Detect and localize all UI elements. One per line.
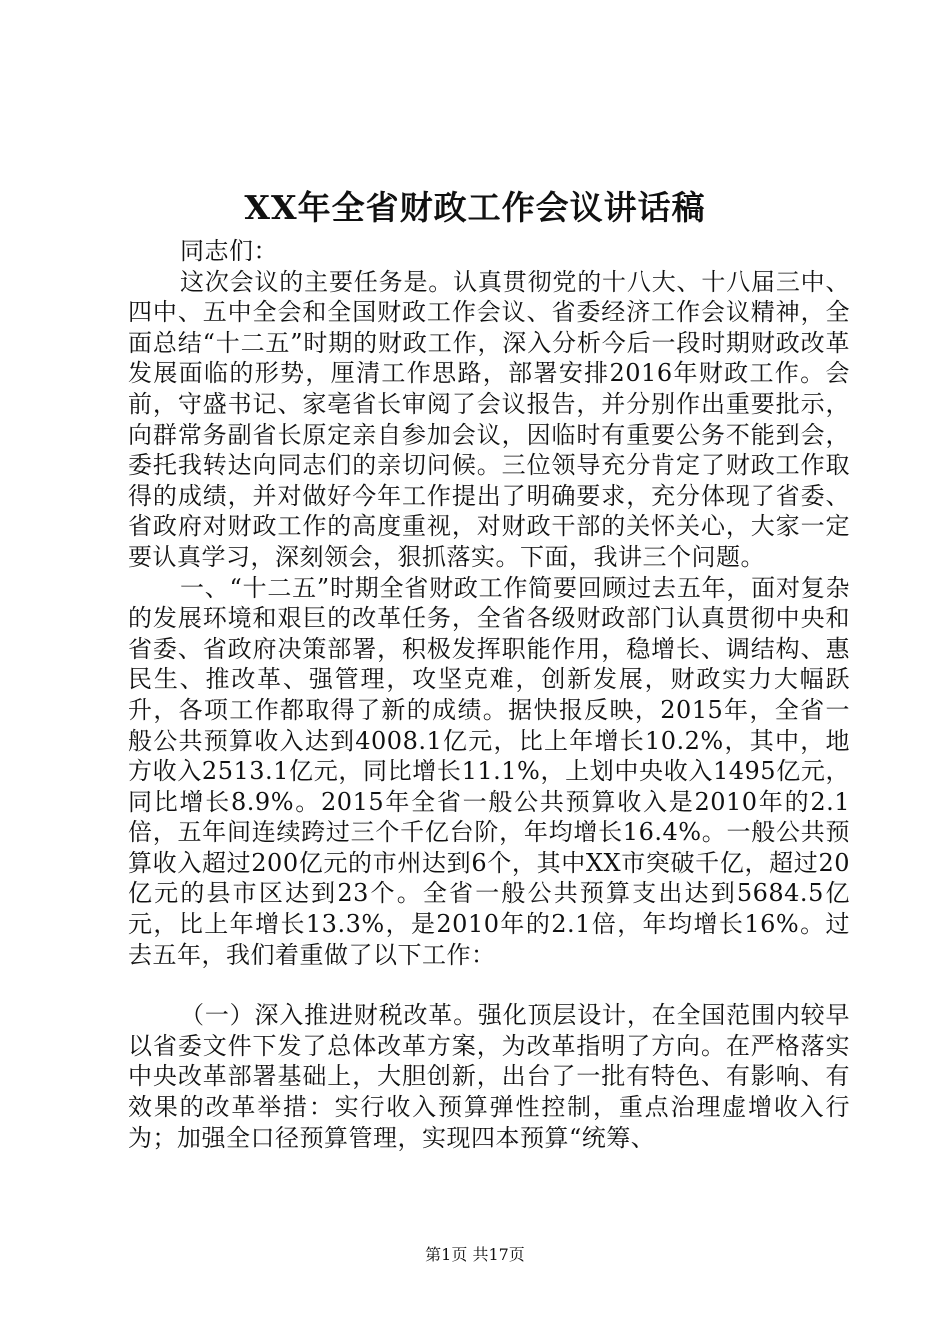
page-number-footer: 第1页 共17页	[425, 1245, 525, 1264]
paragraph-intro: 这次会议的主要任务是。认真贯彻党的十八大、十八届三中、四中、五中全会和全国财政工作会议、省委经济工作会议精神，全面总结“十二五”时期的财政工作，深入分析今后一段时期财政改革发展面临的形势，厘清工作思路，部署安排2016年财政工作。会前，守盛书记、家亳省长审阅了会议报告，并分别作出重要批示，向群常务副省长原定亲自参加会议，因临时有重要公务不能到会，委托我转达向同志们的亲切问候。三位领导充分肯定了财政工作取得的成绩，并对做好今年工作提出了明确要求，充分体现了省委、省政府对财政工作的高度重视，对财政干部的关怀关心，大家一定要认真学习，深刻领会，狠抓落实。下面，我讲三个问题。	[128, 267, 850, 571]
document-body	[128, 236, 850, 1153]
paragraph-reform: （一）深入推进财税改革。强化顶层设计，在全国范围内较早以省委文件下发了总体改革方案，为改革指明了方向。在严格落实中央改革部署基础上，大胆创新，出台了一批有特色、有影响、有效果的改革举措：实行收入预算弹性控制，重点治理虚增收入行为；加强全口径预算管理，实现四本预算“统筹、	[128, 1001, 850, 1152]
greeting: 同志们：	[180, 237, 278, 265]
paragraph-review: 一、“十二五”时期全省财政工作简要回顾过去五年，面对复杂的发展环境和艰巨的改革任务，全省各级财政部门认真贯彻中央和省委、省政府决策部署，积极发挥职能作用，稳增长、调结构、惠民生、推改革、强管理，攻坚克难，创新发展，财政实力大幅跃升，各项工作都取得了新的成绩。据快报反映，2015年，全省一般公共预算收入达到4008.1亿元，比上年增长10.2%，其中，地方收入2513.1亿元，同比增长11.1%，上划中央收入1495亿元，同比增长8.9%。2015年全省一般公共预算收入是2010年的2.1倍，五年间连续跨过三个千亿台阶，年均增长16.4%。一般公共预算收入超过200亿元的市州达到6个，其中XX市突破千亿，超过20亿元的县市区达到23个。全省一般公共预算支出达到5684.5亿元，比上年增长13.3%，是2010年的2.1倍，年均增长16%。过去五年，我们着重做了以下工作：	[128, 573, 850, 969]
document-title: XX年全省财政工作会议讲话稿	[244, 188, 706, 227]
